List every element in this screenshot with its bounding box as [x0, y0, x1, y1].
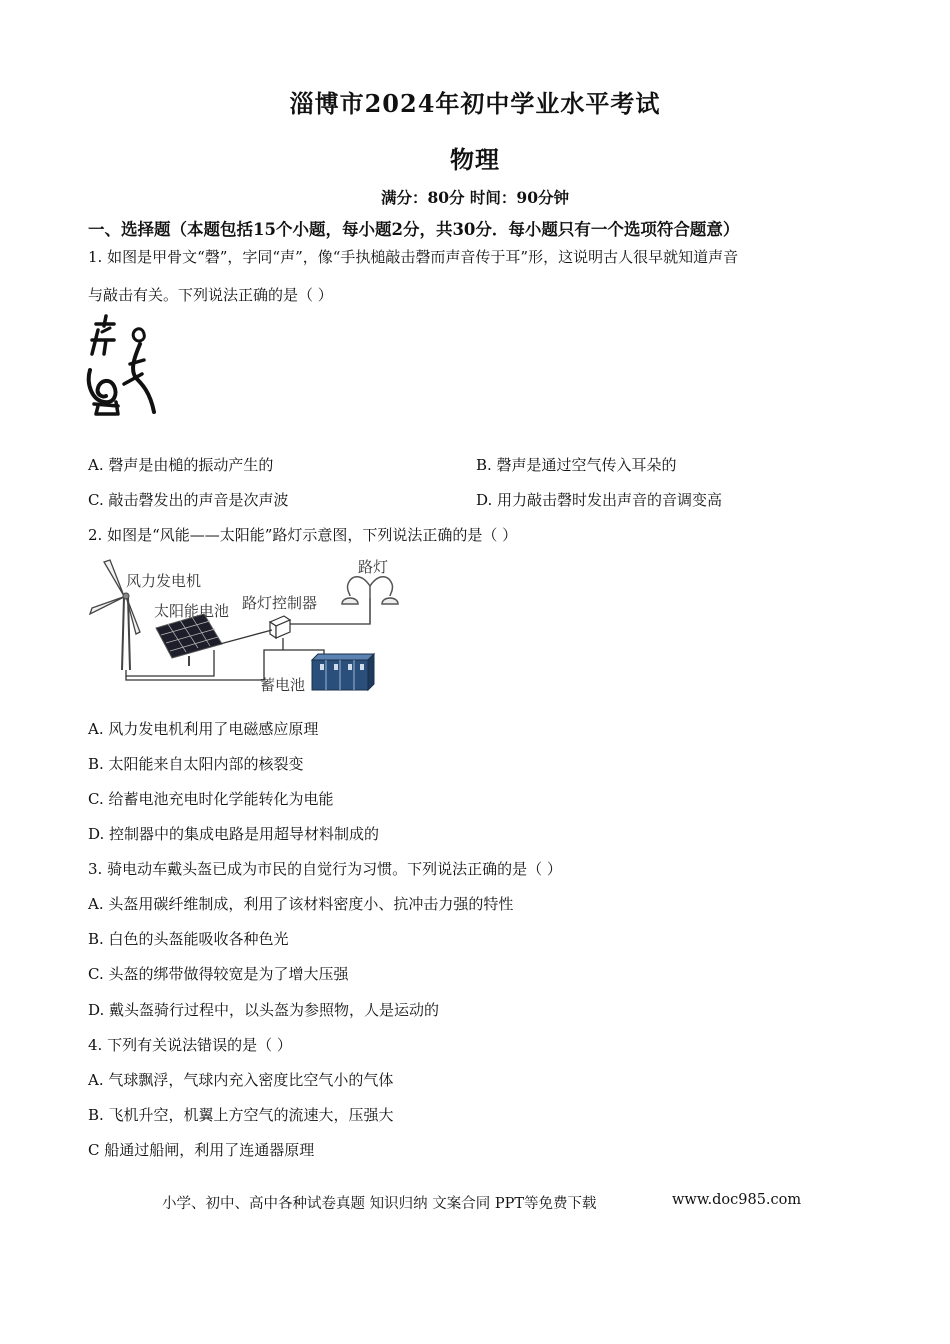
- q1-option-d: D. 用力敲击磬时发出声音的音调变高: [476, 491, 723, 509]
- solar-cell-label: 太阳能电池: [154, 602, 230, 620]
- q3-option-b: B. 白色的头盔能吸收各种色光: [88, 930, 289, 948]
- wind-solar-streetlight-figure: [84, 552, 404, 702]
- q2-option-a: A. 风力发电机利用了电磁感应原理: [88, 720, 319, 738]
- q1-option-b: B. 磬声是通过空气传入耳朵的: [476, 456, 677, 474]
- q1-stem-line2: 与敲击有关。下列说法正确的是（ ）: [88, 286, 333, 304]
- wind-generator-label: 风力发电机: [126, 572, 202, 590]
- q2-option-b: B. 太阳能来自太阳内部的核裂变: [88, 755, 304, 773]
- q3-stem-line1: 3. 骑电动车戴头盔已成为市民的自觉行为习惯。下列说法正确的是（ ）: [88, 860, 562, 878]
- section-heading: 一、选择题（本题包括15个小题，每小题2分，共30分．每小题只有一个选项符合题意）: [88, 220, 740, 239]
- street-lamp-label: 路灯: [358, 558, 389, 576]
- q4-option-c: C 船通过船闸，利用了连通器原理: [88, 1141, 315, 1159]
- battery-label: 蓄电池: [260, 676, 306, 694]
- exam-title: 淄博市2024年初中学业水平考试: [289, 89, 661, 118]
- q1-option-c: C. 敲击磬发出的声音是次声波: [88, 491, 289, 509]
- q4-option-a: A. 气球飘浮，气球内充入密度比空气小的气体: [88, 1071, 394, 1089]
- oracle-bone-character-figure: [84, 310, 164, 422]
- score-time: 满分：80分 时间：90分钟: [380, 188, 570, 207]
- q1-option-a: A. 磬声是由槌的振动产生的: [88, 456, 274, 474]
- q1-stem-line1: 1. 如图是甲骨文“磬”，字同“声”，像“手执槌敲击磬而声音传于耳”形，这说明古人很早就知道声音: [88, 248, 739, 266]
- q3-option-a: A. 头盔用碳纤维制成，利用了该材料密度小、抗冲击力强的特性: [88, 895, 514, 913]
- q2-option-d: D. 控制器中的集成电路是用超导材料制成的: [88, 825, 380, 843]
- q4-stem-line1: 4. 下列有关说法错误的是（ ）: [88, 1036, 292, 1054]
- controller-label: 路灯控制器: [242, 594, 318, 612]
- q3-option-c: C. 头盔的绑带做得较宽是为了增大压强: [88, 965, 349, 983]
- footer-ad-text: 小学、初中、高中各种试卷真题 知识归纳 文案合同 PPT等免费下载: [162, 1196, 597, 1212]
- exam-subject: 物理: [450, 145, 500, 174]
- q2-stem-line1: 2. 如图是“风能——太阳能”路灯示意图，下列说法正确的是（ ）: [88, 526, 518, 544]
- q4-option-b: B. 飞机升空，机翼上方空气的流速大，压强大: [88, 1106, 394, 1124]
- q3-option-d: D. 戴头盔骑行过程中，以头盔为参照物，人是运动的: [88, 1001, 440, 1019]
- footer-url-link[interactable]: www.doc985.com: [672, 1192, 802, 1208]
- q2-option-c: C. 给蓄电池充电时化学能转化为电能: [88, 790, 334, 808]
